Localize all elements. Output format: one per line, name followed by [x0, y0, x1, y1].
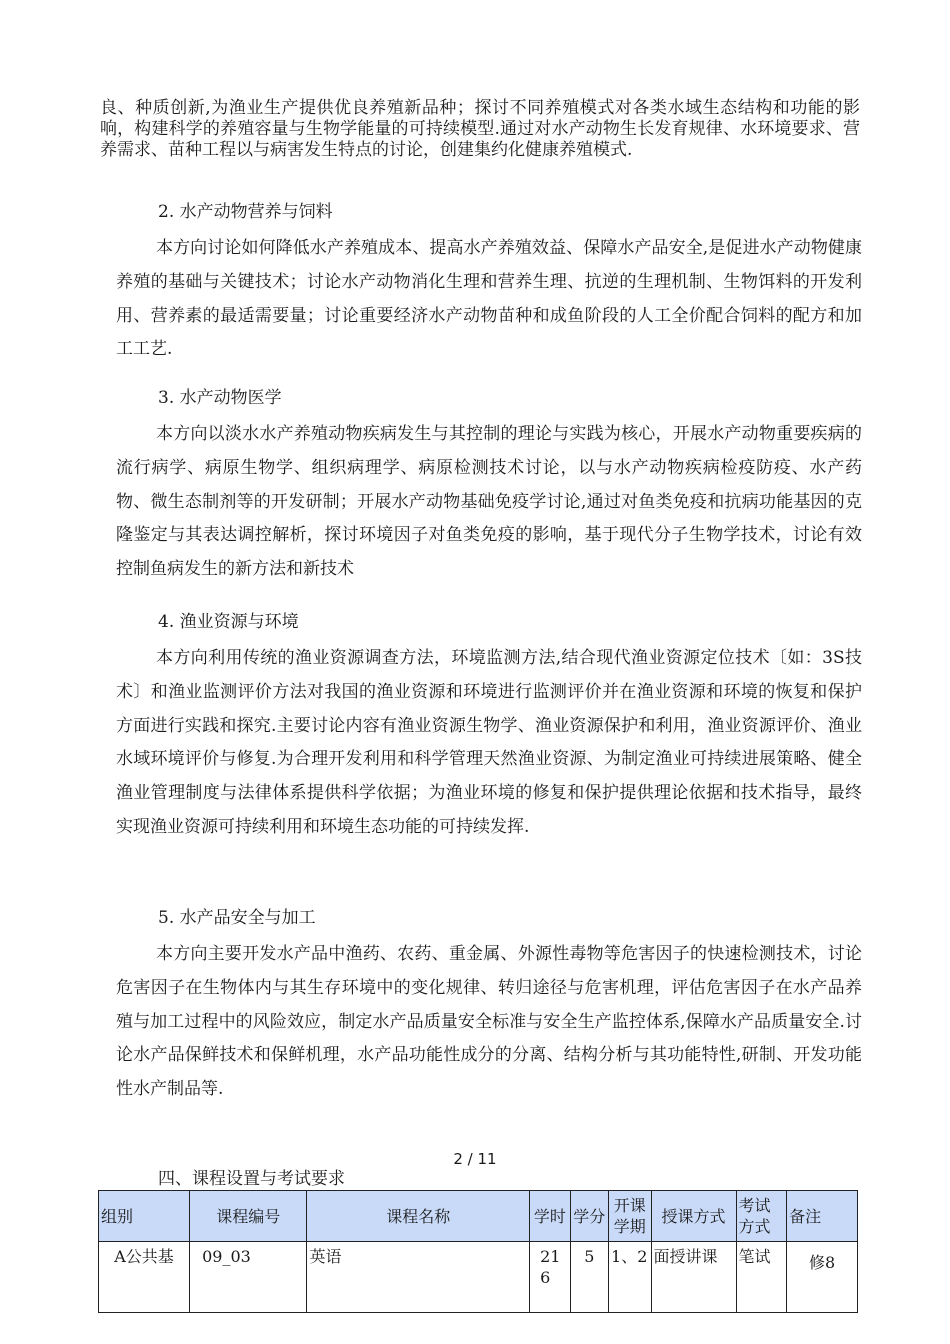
intro-paragraph: 良、种质创新,为渔业生产提供优良养殖新品种；探讨不同养殖模式对各类水域生态结构和功能的影响，构建科学的养殖容量与生物学能量的可持续模型.通过对水产动物生长发育规律、水环境要求、营养需求、苗种工程以与病害发生特点的讨论，创建集约化健康养殖模式. [100, 98, 860, 160]
cell-remarks: 修8 [787, 1242, 858, 1313]
header-teaching-mode: 授课方式 [651, 1191, 736, 1242]
table-row [99, 1242, 858, 1313]
cell-credits: 5 [570, 1242, 608, 1313]
cell-course-name: 英语 [307, 1242, 530, 1313]
header-credits: 学分 [570, 1191, 608, 1242]
section-body-safety: 本方向主要开发水产品中渔药、农药、重金属、外源性毒物等危害因子的快速检测技术，讨论危害因子在生物体内与其生存环境中的变化规律、转归途径与危害机理，评估危害因子在水产品养殖与加工过程中的风险效应，制定水产品质量安全标准与安全生产监控体系,保障水产品质量安全.讨论水产品保鲜技术和保鲜机理，水产品功能性成分的分离、结构分析与其功能特性,研制、开发功能性水产制品等. [116, 944, 862, 1100]
page-number: 2 / 11 [453, 1150, 497, 1168]
section-heading-safety: 5. 水产品安全与加工 [158, 908, 316, 928]
cell-course-code: 09_03 [190, 1242, 307, 1313]
header-course-code: 课程编号 [190, 1191, 307, 1242]
cell-exam-mode: 笔试 [736, 1242, 787, 1313]
header-course-name: 课程名称 [307, 1191, 530, 1242]
section-heading-medicine: 3. 水产动物医学 [158, 388, 282, 408]
section-heading-nutrition: 2. 水产动物营养与饲料 [158, 202, 333, 222]
course-table [98, 1190, 858, 1313]
table-header-row [99, 1191, 858, 1242]
section-body-nutrition: 本方向讨论如何降低水产养殖成本、提高水产养殖效益、保障水产品安全,是促进水产动物健康养殖的基础与关键技术；讨论水产动物消化生理和营养生理、抗逆的生理机制、生物饵料的开发利用、营养素的最适需要量；讨论重要经济水产动物苗种和成鱼阶段的人工全价配合饲料的配方和加工工艺. [116, 238, 862, 360]
cell-group: A公共基 [99, 1242, 190, 1313]
header-remarks: 备注 [787, 1191, 858, 1242]
header-hours: 学时 [530, 1191, 570, 1242]
header-exam-mode: 考试方式 [736, 1191, 787, 1242]
section-body-resources: 本方向利用传统的渔业资源调查方法，环境监测方法,结合现代渔业资源定位技术〔如：3S技术〕和渔业监测评价方法对我国的渔业资源和环境进行监测评价并在渔业资源和环境的恢复和保护方面进行实践和探究.主要讨论内容有渔业资源生物学、渔业资源保护和利用，渔业资源评价、渔业水域环境评价与修复.为合理开发利用和科学管理天然渔业资源、为制定渔业可持续进展策略、健全渔业管理制度与法律体系提供科学依据；为渔业环境的修复和保护提供理论依据和技术指导，最终实现渔业资源可持续利用和环境生态功能的可持续发挥. [116, 648, 862, 837]
section-title-courses: 四、课程设置与考试要求 [158, 1169, 345, 1189]
cell-teaching-mode: 面授讲课 [651, 1242, 736, 1313]
header-group: 组别 [99, 1191, 190, 1242]
section-body-medicine: 本方向以淡水水产养殖动物疾病发生与其控制的理论与实践为核心，开展水产动物重要疾病的流行病学、病原生物学、组织病理学、病原检测技术讨论，以与水产动物疾病检疫防疫、水产药物、微生态制剂等的开发研制；开展水产动物基础免疫学讨论,通过对鱼类免疫和抗病功能基因的克隆鉴定与其表达调控解析，探讨环境因子对鱼类免疫的影响，基于现代分子生物学技术，讨论有效控制鱼病发生的新方法和新技术 [116, 424, 862, 580]
cell-semester: 1、2 [609, 1242, 652, 1313]
section-heading-resources: 4. 渔业资源与环境 [158, 612, 299, 632]
header-semester: 开课学期 [609, 1191, 652, 1242]
cell-hours: 216 [530, 1242, 570, 1313]
